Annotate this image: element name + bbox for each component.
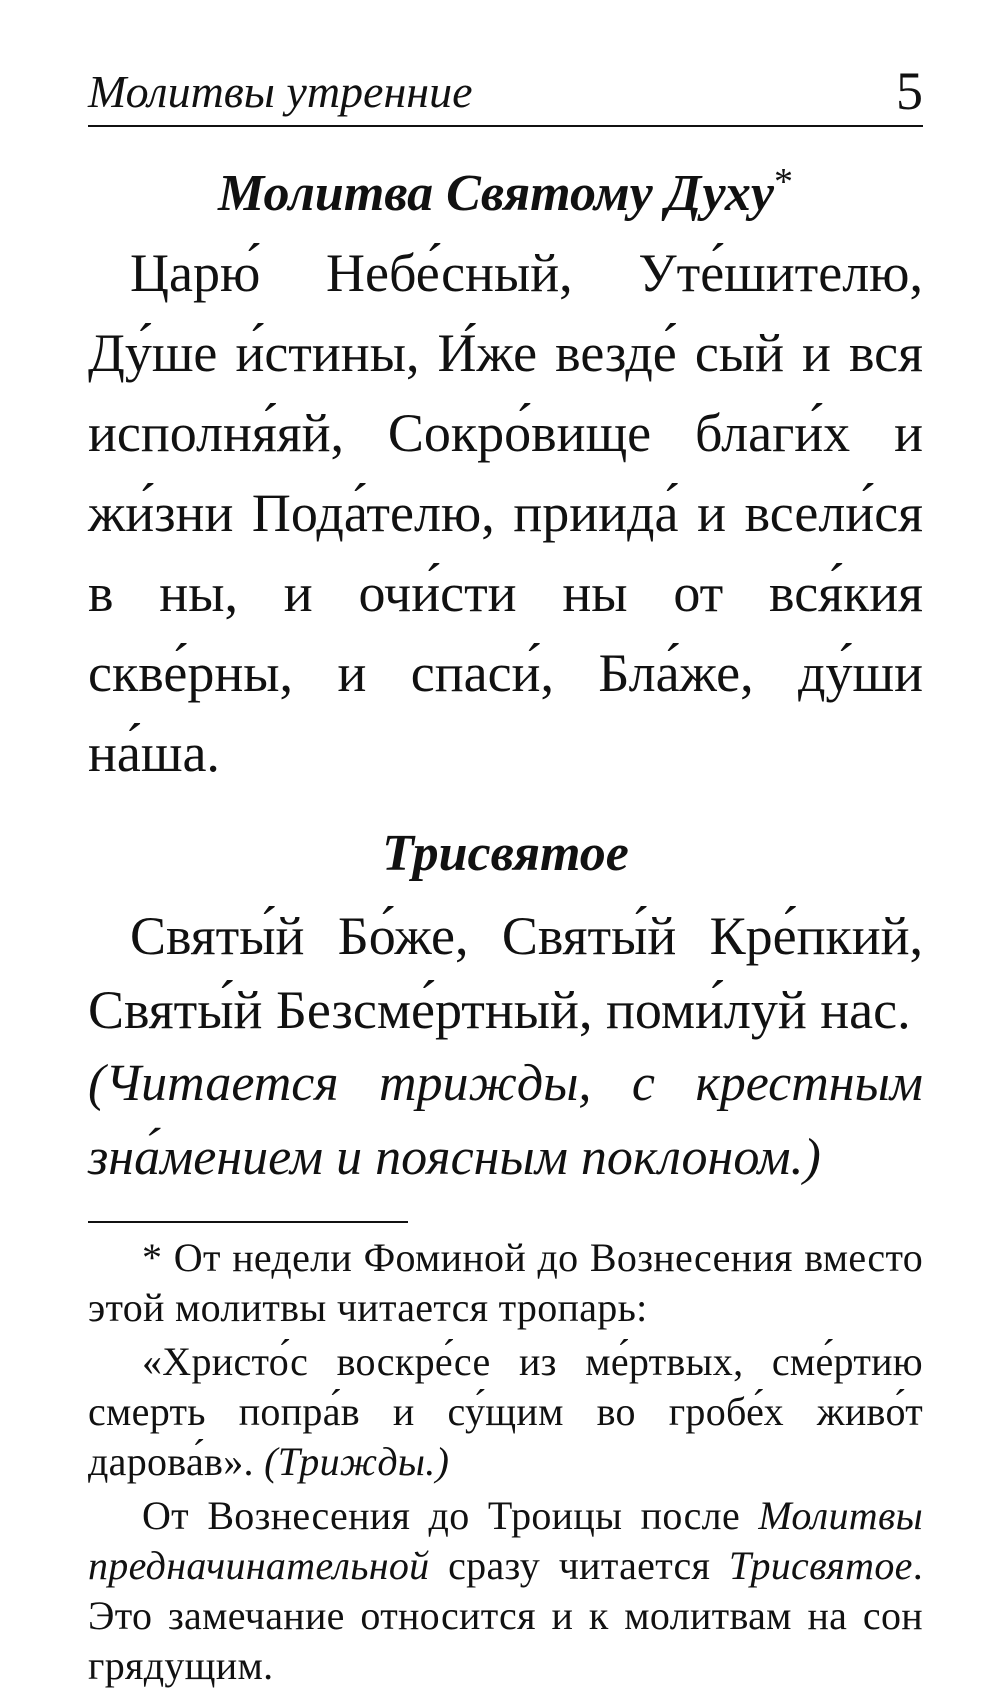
footnote-divider	[88, 1221, 408, 1223]
page-number: 5	[896, 61, 923, 121]
footnote-mark: *	[773, 161, 793, 203]
prayer-text-trisagion: Святы́й Бо́же, Святы́й Кре́пкий, Святы́й Безсме́ртный, поми́луй нас.	[88, 906, 923, 1040]
prayer-title-trisagion: Трисвятое	[382, 825, 629, 882]
footnote-troparion: «Христо́с воскре́се из ме́ртвых, сме́ртию смерть попра́в и су́щим во гробе́х живо́т дарова́в».	[88, 1339, 923, 1484]
running-title: Молитвы утренние	[88, 66, 473, 117]
book-page	[88, 0, 923, 1691]
footnote-italic-prayer: Молитвы предначинательной	[88, 1493, 923, 1588]
footnote-text-c: . Это замечание относится и к молитвам на сон грядущим.	[88, 1543, 923, 1688]
prayer-title-holy-spirit	[88, 147, 923, 229]
footnote-paragraph-1: * От недели Фоминой до Вознесения вместо этой молитвы читается тропарь:	[88, 1235, 923, 1330]
running-header	[88, 0, 923, 127]
footnote-italic-trisagion: Трисвятое	[728, 1543, 913, 1588]
prayer-title-text: Молитва Святому Духу	[218, 165, 774, 222]
footnote-block	[88, 1233, 923, 1691]
footnote-text-b: сразу читается	[429, 1543, 729, 1588]
footnote-paragraph-3	[88, 1491, 923, 1691]
footnote-thrice: (Трижды.)	[264, 1439, 450, 1484]
rubric-instruction: (Читается трижды, с крестным зна́мением и поясным поклоном.)	[88, 1055, 923, 1186]
footnote-text-a: От Вознесения до Троицы после	[142, 1493, 759, 1538]
footnote-paragraph-2	[88, 1337, 923, 1487]
prayer-text-holy-spirit: Царю́ Небе́сный, Уте́шителю, Ду́ше и́стины, И́же везде́ сый и вся исполня́яй, Сокро́вище благи́х и жи́зни Пода́телю, приида́ и всели́ся в ны, и очи́сти ны от вся́кия скве́рны, и спаси́, Бла́же, ду́ши на́ша.	[88, 243, 923, 783]
